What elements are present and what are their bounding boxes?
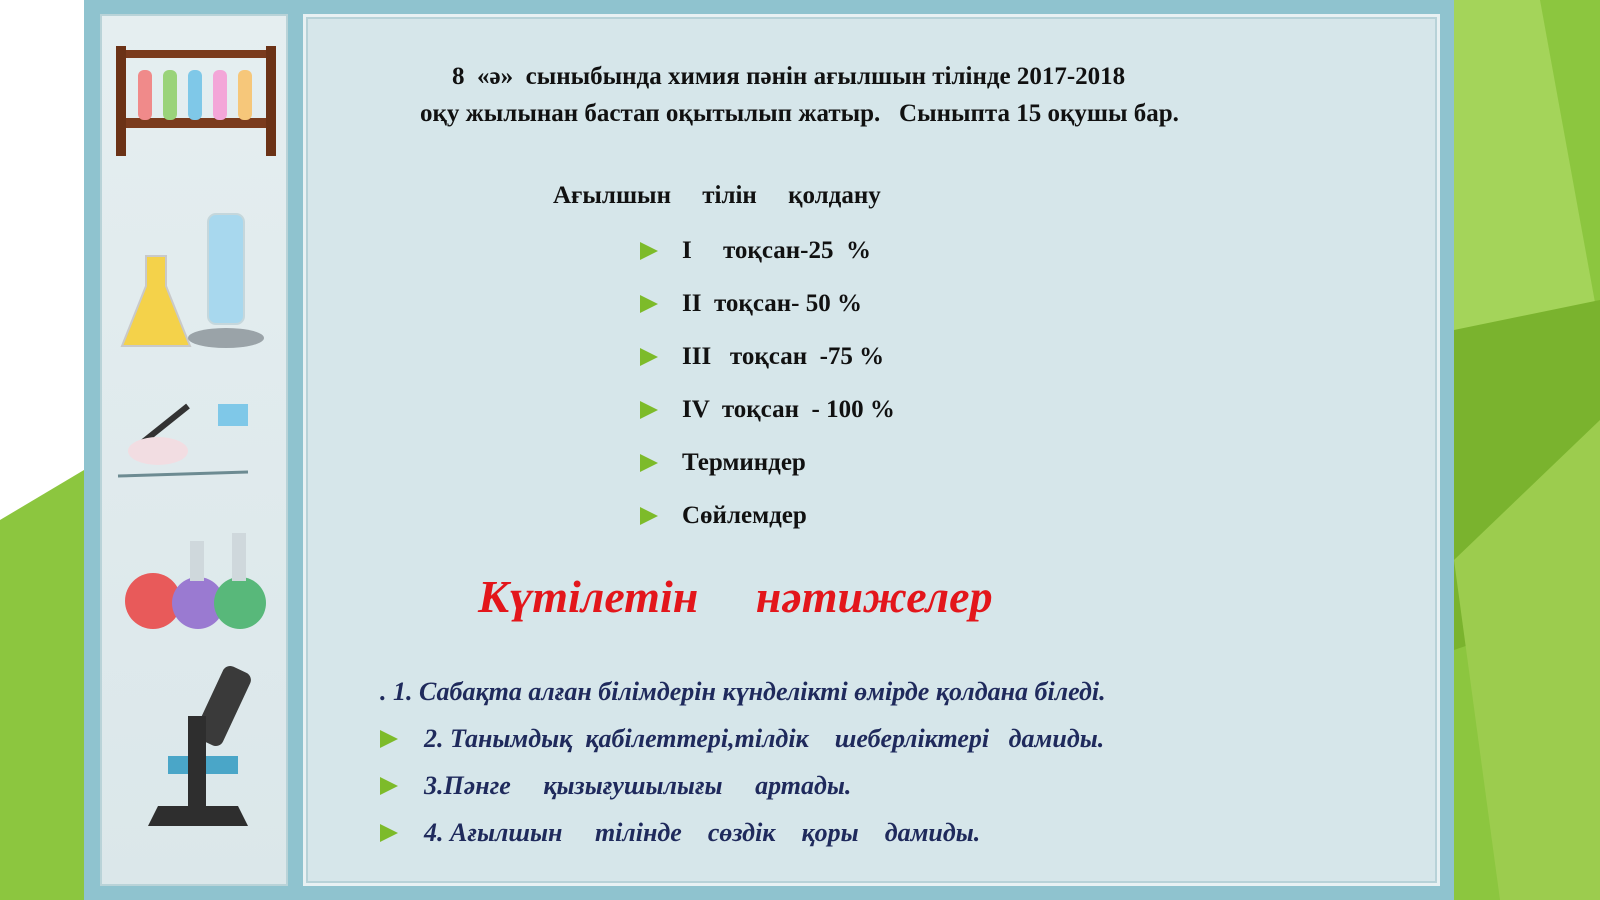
outcome-text: 3.Пәнге қызығушылығы артады. xyxy=(424,770,852,800)
list-item xyxy=(640,224,895,277)
outcome-text: 4. Ағылшын тілінде сөздік қоры дамиды. xyxy=(424,817,981,847)
list-item xyxy=(640,277,895,330)
list-item xyxy=(380,668,1106,715)
list-item-label: ІІ тоқсан- 50 % xyxy=(682,289,862,317)
outcome-text: 2. Танымдық қабілеттері,тілдік шеберліктері дамиды. xyxy=(424,723,1105,753)
usage-list xyxy=(640,224,895,542)
list-item xyxy=(640,436,895,489)
list-item xyxy=(380,809,1106,856)
intro-line-1: 8 «ә» сыныбында химия пәнін ағылшын тілінде 2017-2018 xyxy=(452,63,1126,90)
list-item-label: Сөйлемдер xyxy=(682,501,807,529)
outcome-text: . 1. Сабақта алған білімдерін күнделікті өмірде қолдана біледі. xyxy=(380,676,1106,706)
list-item xyxy=(640,330,895,383)
intro-text xyxy=(420,58,1340,132)
microscope-icon xyxy=(108,656,284,846)
list-item-label: І тоқсан-25 % xyxy=(682,236,871,264)
flasks-icon xyxy=(108,206,284,356)
results-title: Күтілетін нәтижелер xyxy=(478,571,993,622)
bullet-arrow-icon xyxy=(640,295,658,313)
list-item-label: ІІІ тоқсан -75 % xyxy=(682,342,885,370)
usage-heading: Ағылшын тілін қолдану xyxy=(553,182,881,209)
bullet-arrow-icon xyxy=(640,507,658,525)
test-tube-rack-icon xyxy=(108,30,284,160)
list-item xyxy=(380,715,1106,762)
list-item-label: IV тоқсан - 100 % xyxy=(682,395,895,423)
bullet-arrow-icon xyxy=(380,824,398,842)
bullet-arrow-icon xyxy=(640,242,658,260)
list-item xyxy=(640,489,895,542)
intro-line-2: оқу жылынан бастап оқытылып жатыр. Сыныпта 15 оқушы бар. xyxy=(420,100,1179,127)
bullet-arrow-icon xyxy=(640,401,658,419)
sidebar-illustrations xyxy=(100,14,288,886)
outcomes-list xyxy=(380,668,1106,856)
list-item-label: Терминдер xyxy=(682,448,806,476)
list-item xyxy=(380,762,1106,809)
bullet-arrow-icon xyxy=(640,454,658,472)
round-flasks-icon xyxy=(108,521,284,631)
lab-tools-icon xyxy=(108,376,284,486)
bullet-arrow-icon xyxy=(640,348,658,366)
list-item xyxy=(640,383,895,436)
bullet-arrow-icon xyxy=(380,730,398,748)
bullet-arrow-icon xyxy=(380,777,398,795)
